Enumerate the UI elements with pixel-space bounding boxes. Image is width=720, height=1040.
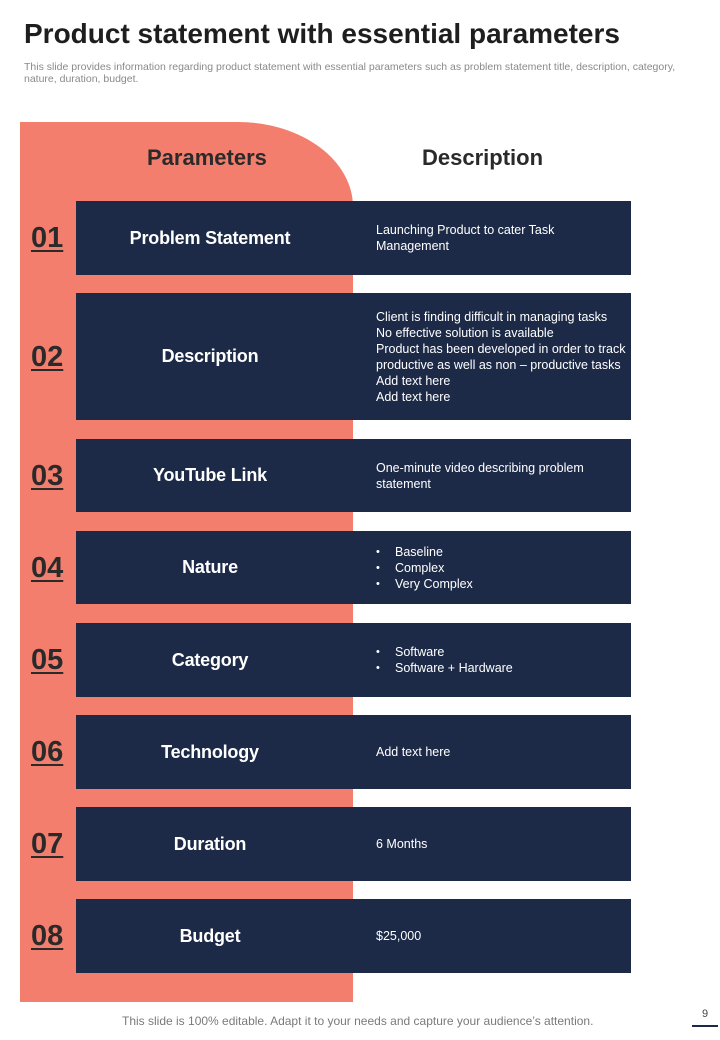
bullet-item: • Very Complex [376,576,626,592]
parameter-name: YouTube Link [153,465,267,485]
description-line: One-minute video describing problem statement [376,460,584,491]
parameter-row [76,439,631,512]
page-number-underline [692,1025,718,1027]
description-line: 6 Months [376,837,428,851]
bullet-list [376,644,626,676]
parameter-description [376,293,628,420]
footer-note: This slide is 100% editable. Adapt it to your needs and capture your audience’s attention. [122,1014,594,1028]
parameter-row [76,531,631,604]
description-line: Add text here [376,745,451,759]
parameter-row [76,899,631,973]
bullet-item: • Baseline [376,544,626,560]
parameter-row [76,293,631,420]
parameter-row [76,623,631,697]
parameter-description [376,623,626,697]
description-line: Add text here [376,373,451,388]
row-number: 05 [31,644,64,676]
parameter-description [376,531,626,604]
parameter-description [376,201,626,275]
row-number: 06 [31,736,64,768]
parameter-name: Nature [182,557,238,577]
row-number: 03 [31,460,64,492]
row-number: 08 [31,920,64,952]
description-line: $25,000 [376,929,422,943]
row-number: 02 [31,341,64,373]
page-subtitle: This slide provides information regarding product statement with essential parameters such as problem statement title, description, category, nature, duration, budget. [24,61,676,85]
row-number: 01 [31,222,64,254]
parameter-name: Description [161,346,259,366]
parameter-name: Duration [173,833,247,854]
bullet-item: • Software + Hardware [376,660,626,676]
parameter-description [376,715,626,789]
parameter-description [376,807,626,881]
parameter-row [76,201,631,275]
parameter-row [76,715,631,789]
bullet-item: • Complex [376,560,626,576]
description-line: Launching Product to cater Task Management [376,223,555,253]
description-line: Add text here [376,389,451,404]
parameters-heading: Parameters [147,145,267,170]
description-heading: Description [422,145,544,170]
bullet-item: • Software [376,644,626,660]
parameter-description [376,899,626,973]
parameter-description [376,439,626,512]
bullet-list [376,544,626,592]
parameter-name: Budget [179,925,241,946]
description-line: No effective solution is available [376,325,554,340]
parameter-row [76,807,631,881]
row-number: 07 [31,828,64,860]
row-number: 04 [31,552,64,584]
page-number: 9 [701,1008,709,1020]
parameter-name: Problem Statement [129,227,291,248]
page-title: Product statement with essential parameters [24,18,620,49]
parameter-name: Category [171,649,249,670]
description-line: Client is finding difficult in managing tasks [376,309,608,324]
parameter-name: Technology [161,741,259,762]
description-line: Product has been developed in order to track productive as well as non – productive tasks [376,341,626,372]
